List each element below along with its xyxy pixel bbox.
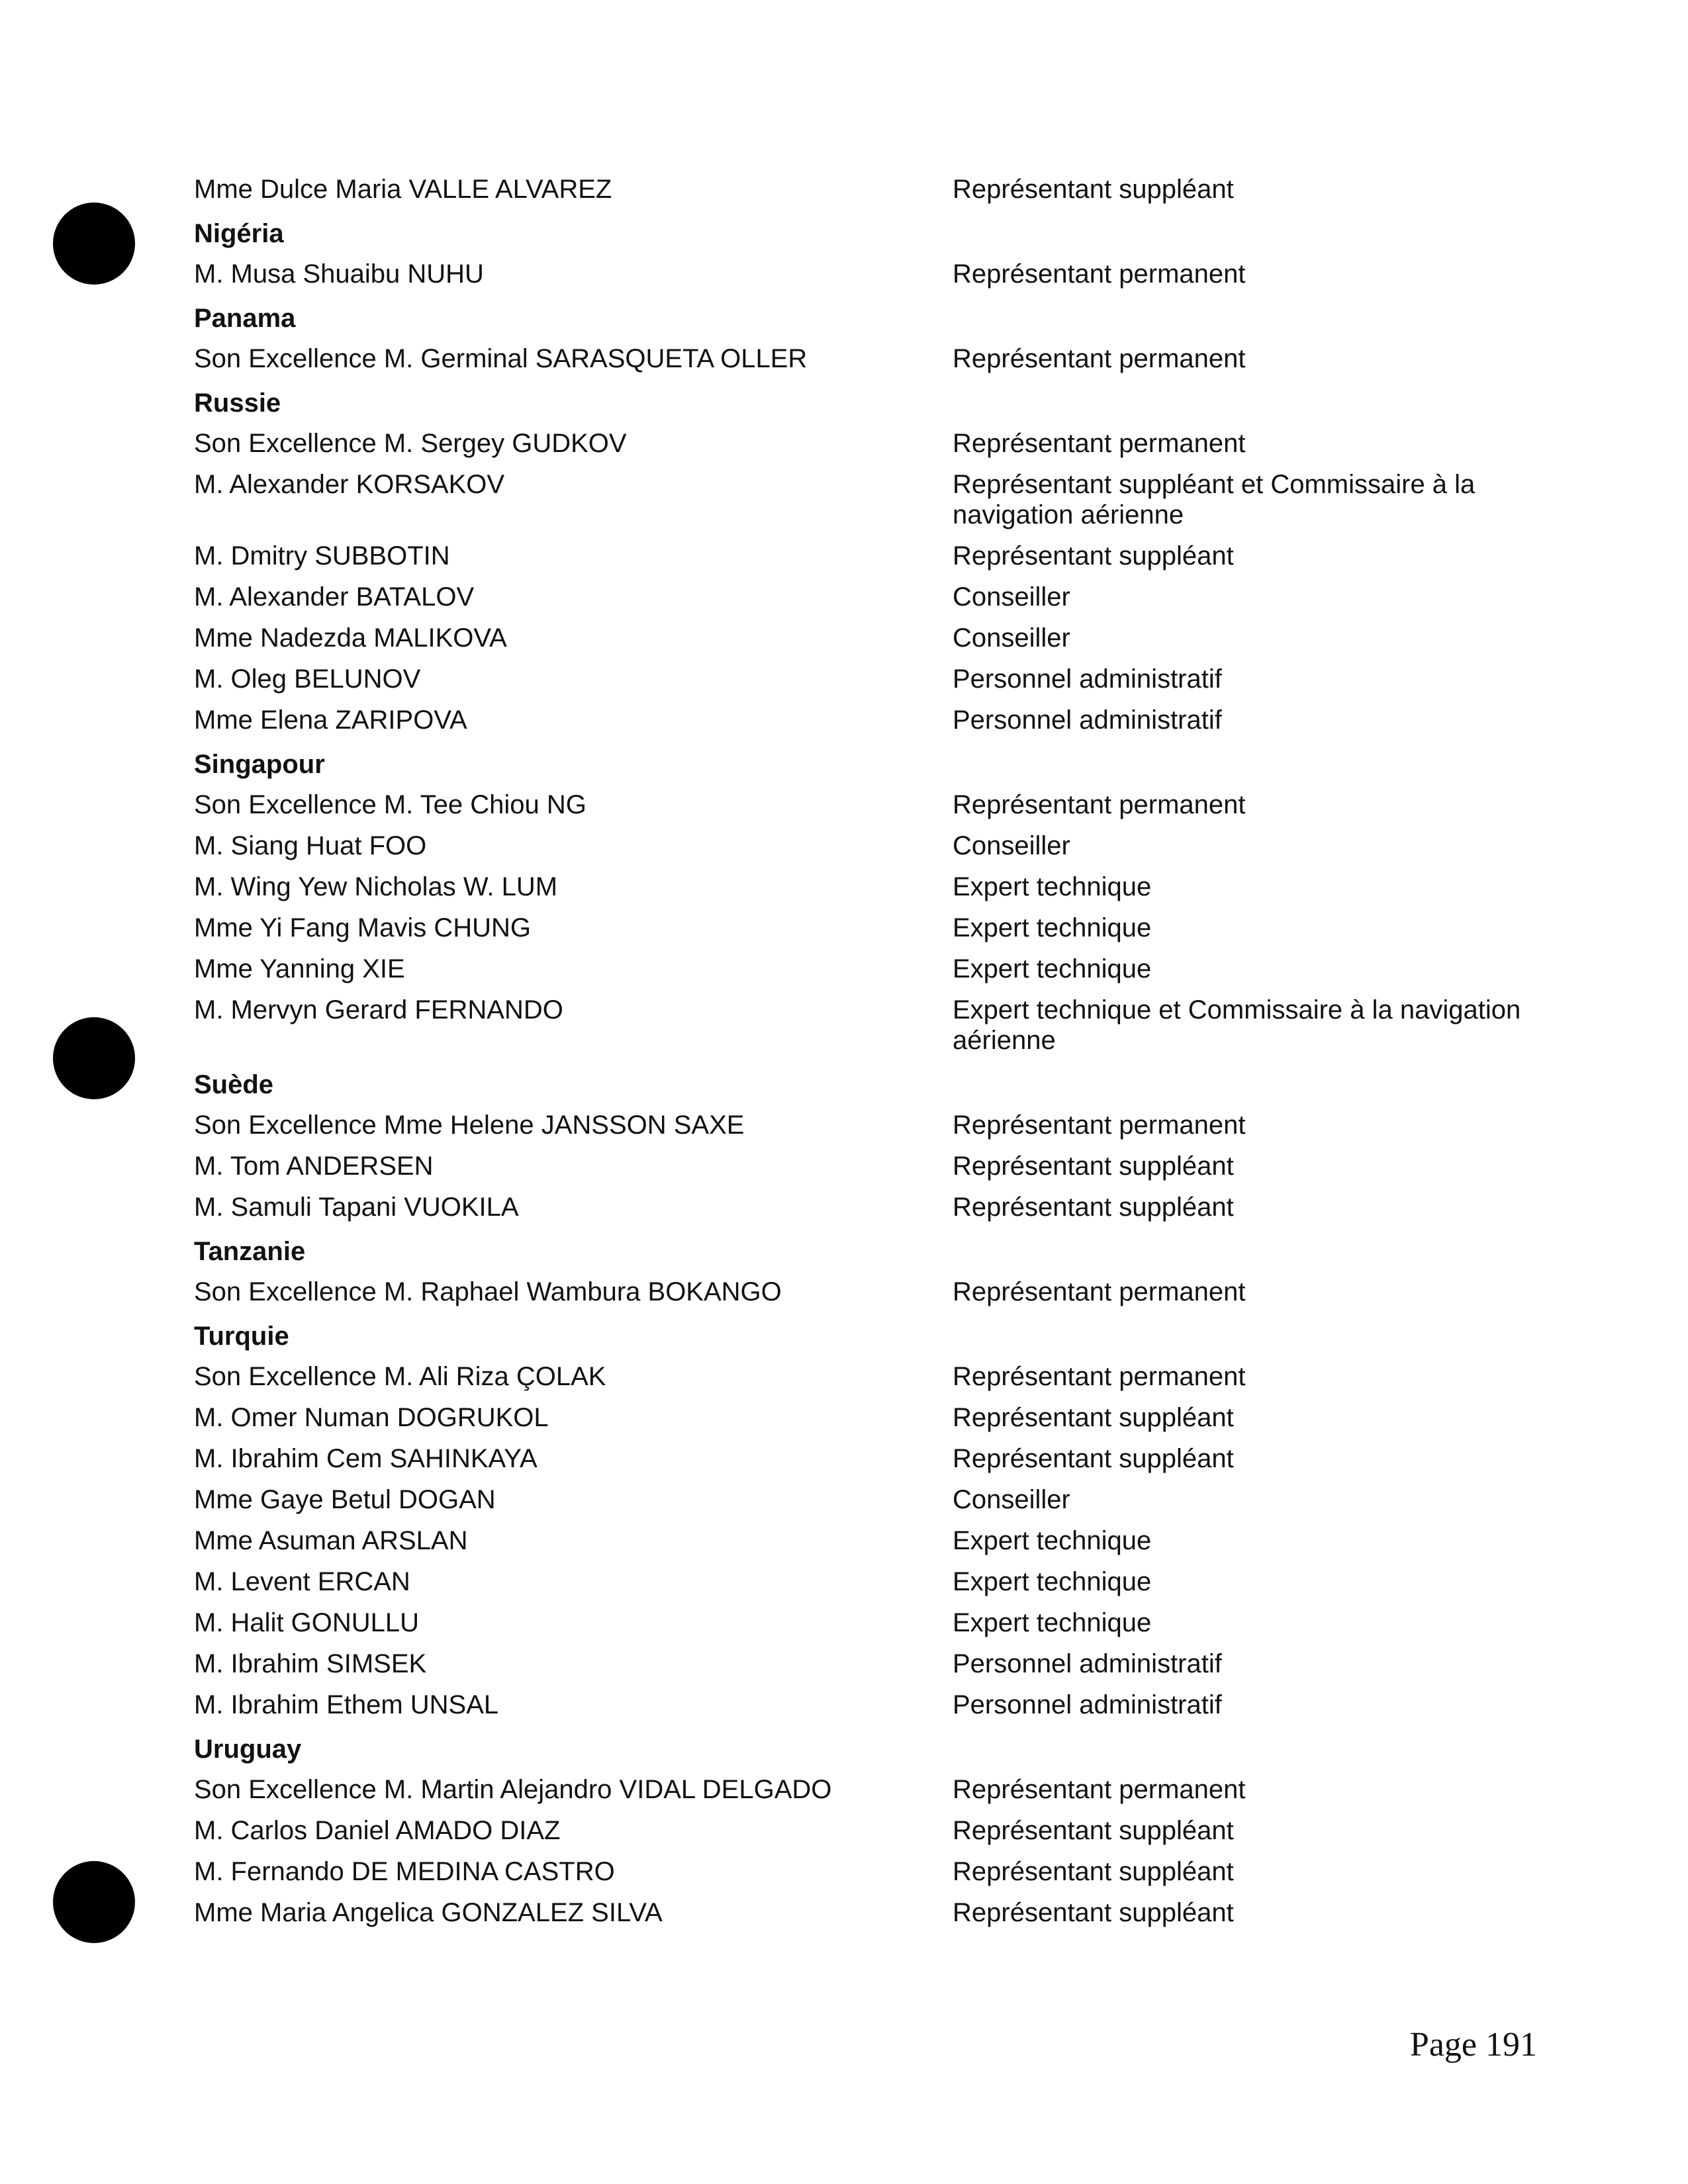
delegate-name: M. Omer Numan DOGRUKOL <box>194 1403 549 1432</box>
delegate-row <box>194 1608 1564 1638</box>
delegate-role: Conseiller <box>953 623 1070 653</box>
delegate-name: Mme Maria Angelica GONZALEZ SILVA <box>194 1898 663 1927</box>
delegate-row <box>194 1567 1564 1597</box>
punch-hole-mark <box>53 1017 135 1099</box>
delegate-role: Expert technique <box>953 1526 1152 1555</box>
delegate-name: Mme Elena ZARIPOVA <box>194 705 467 735</box>
delegate-role: Représentant suppléant et Commissaire à la navigation aérienne <box>953 470 1476 529</box>
delegate-role: Personnel administratif <box>953 1649 1222 1678</box>
delegate-name: Son Excellence M. Raphael Wambura BOKANGO <box>194 1277 782 1306</box>
delegate-role: Représentant permanent <box>953 259 1246 289</box>
delegate-row <box>194 582 1564 612</box>
country-heading-tanzanie: Tanzanie <box>194 1237 306 1266</box>
delegate-name: Son Excellence M. Sergey GUDKOV <box>194 429 627 458</box>
delegate-role: Expert technique <box>953 913 1152 942</box>
delegate-name: M. Oleg BELUNOV <box>194 664 421 694</box>
delegate-role: Représentant suppléant <box>953 1152 1234 1181</box>
delegate-row <box>194 1151 1564 1181</box>
delegate-row <box>194 872 1564 902</box>
delegate-role: Représentant suppléant <box>953 1193 1234 1222</box>
delegate-name: M. Alexander KORSAKOV <box>194 470 505 499</box>
page-number: Page 191 <box>1409 2026 1537 2064</box>
delegate-role: Personnel administratif <box>953 705 1222 735</box>
country-heading-suede: Suède <box>194 1070 274 1099</box>
delegate-row <box>194 664 1564 694</box>
delegate-row <box>194 469 1564 530</box>
delegate-role: Représentant suppléant <box>953 1816 1234 1845</box>
delegate-name: M. Mervyn Gerard FERNANDO <box>194 995 563 1024</box>
delegate-name: M. Musa Shuaibu NUHU <box>194 259 484 289</box>
punch-hole-mark <box>53 203 135 285</box>
delegate-name: Mme Gaye Betul DOGAN <box>194 1485 496 1514</box>
country-heading-russie: Russie <box>194 388 281 418</box>
delegate-row <box>194 995 1564 1056</box>
delegate-row <box>194 1856 1564 1887</box>
delegate-row <box>194 1774 1564 1805</box>
delegate-role: Représentant permanent <box>953 1362 1246 1391</box>
delegate-role: Représentant suppléant <box>953 1898 1234 1927</box>
delegate-role: Représentant permanent <box>953 1277 1246 1306</box>
delegate-name: M. Dmitry SUBBOTIN <box>194 541 450 570</box>
country-heading-uruguay: Uruguay <box>194 1735 302 1764</box>
delegate-row <box>194 623 1564 653</box>
delegate-name: M. Samuli Tapani VUOKILA <box>194 1193 519 1222</box>
delegate-row <box>194 954 1564 984</box>
country-heading-panama: Panama <box>194 304 296 333</box>
delegate-row <box>194 705 1564 735</box>
delegate-name: M. Wing Yew Nicholas W. LUM <box>194 872 558 901</box>
delegate-role: Expert technique <box>953 872 1152 901</box>
delegate-name: Mme Yi Fang Mavis CHUNG <box>194 913 531 942</box>
delegate-row <box>194 259 1564 289</box>
country-heading-turquie: Turquie <box>194 1322 289 1351</box>
delegate-name: M. Levent ERCAN <box>194 1567 410 1596</box>
delegate-name: Son Excellence M. Tee Chiou NG <box>194 790 586 819</box>
delegate-role: Expert technique et Commissaire à la navigation aérienne <box>953 995 1521 1055</box>
delegate-role: Représentant suppléant <box>953 1857 1234 1886</box>
delegate-name: Mme Yanning XIE <box>194 954 405 983</box>
punch-hole-mark <box>53 1861 135 1943</box>
delegate-name: M. Ibrahim Cem SAHINKAYA <box>194 1444 538 1473</box>
delegate-row <box>194 1443 1564 1474</box>
delegate-name: M. Siang Huat FOO <box>194 831 427 860</box>
delegate-name: Son Excellence M. Martin Alejandro VIDAL DELGADO <box>194 1775 832 1804</box>
delegate-role: Représentant permanent <box>953 429 1246 458</box>
delegate-row <box>194 1897 1564 1928</box>
delegate-role: Représentant suppléant <box>953 1444 1234 1473</box>
delegate-role: Représentant suppléant <box>953 541 1234 570</box>
delegate-row <box>194 831 1564 861</box>
delegate-row <box>194 1484 1564 1515</box>
delegate-name: M. Carlos Daniel AMADO DIAZ <box>194 1816 561 1845</box>
delegate-role: Conseiller <box>953 831 1070 860</box>
delegate-name: M. Ibrahim Ethem UNSAL <box>194 1690 499 1719</box>
delegate-role: Représentant permanent <box>953 790 1246 819</box>
delegate-name: Son Excellence Mme Helene JANSSON SAXE <box>194 1111 745 1140</box>
delegate-row <box>194 1525 1564 1556</box>
delegate-name: M. Tom ANDERSEN <box>194 1152 434 1181</box>
delegate-row <box>194 541 1564 571</box>
delegate-role: Représentant permanent <box>953 1111 1246 1140</box>
delegate-name: Mme Dulce Maria VALLE ALVAREZ <box>194 175 612 204</box>
delegate-name: M. Fernando DE MEDINA CASTRO <box>194 1857 615 1886</box>
delegate-role: Conseiller <box>953 582 1070 612</box>
delegate-row <box>194 174 1564 205</box>
delegate-role: Représentant suppléant <box>953 175 1234 204</box>
delegate-name: Son Excellence M. Germinal SARASQUETA OLLER <box>194 344 808 373</box>
delegate-row <box>194 790 1564 820</box>
delegate-role: Expert technique <box>953 954 1152 983</box>
delegate-row <box>194 1815 1564 1846</box>
delegate-row <box>194 1402 1564 1433</box>
delegate-name: Mme Asuman ARSLAN <box>194 1526 468 1555</box>
delegate-role: Personnel administratif <box>953 1690 1222 1719</box>
delegate-row <box>194 343 1564 374</box>
delegate-role: Représentant permanent <box>953 344 1246 373</box>
delegate-role: Personnel administratif <box>953 664 1222 694</box>
delegate-role: Conseiller <box>953 1485 1070 1514</box>
delegate-row <box>194 428 1564 459</box>
delegate-name: M. Halit GONULLU <box>194 1608 420 1637</box>
delegate-row <box>194 1361 1564 1392</box>
delegate-row <box>194 1690 1564 1720</box>
delegate-row <box>194 1192 1564 1222</box>
delegate-role: Représentant suppléant <box>953 1403 1234 1432</box>
delegate-role: Représentant permanent <box>953 1775 1246 1804</box>
delegate-name: M. Ibrahim SIMSEK <box>194 1649 427 1678</box>
delegate-name: M. Alexander BATALOV <box>194 582 475 612</box>
delegate-role: Expert technique <box>953 1608 1152 1637</box>
delegate-row <box>194 1277 1564 1307</box>
delegate-role: Expert technique <box>953 1567 1152 1596</box>
country-heading-singapour: Singapour <box>194 750 325 779</box>
delegate-name: Mme Nadezda MALIKOVA <box>194 623 507 653</box>
country-heading-nigeria: Nigéria <box>194 219 284 248</box>
delegate-name: Son Excellence M. Ali Riza ÇOLAK <box>194 1362 606 1391</box>
delegate-row <box>194 1649 1564 1679</box>
delegate-row <box>194 1110 1564 1140</box>
delegate-row <box>194 913 1564 943</box>
delegation-list <box>194 174 1564 1938</box>
